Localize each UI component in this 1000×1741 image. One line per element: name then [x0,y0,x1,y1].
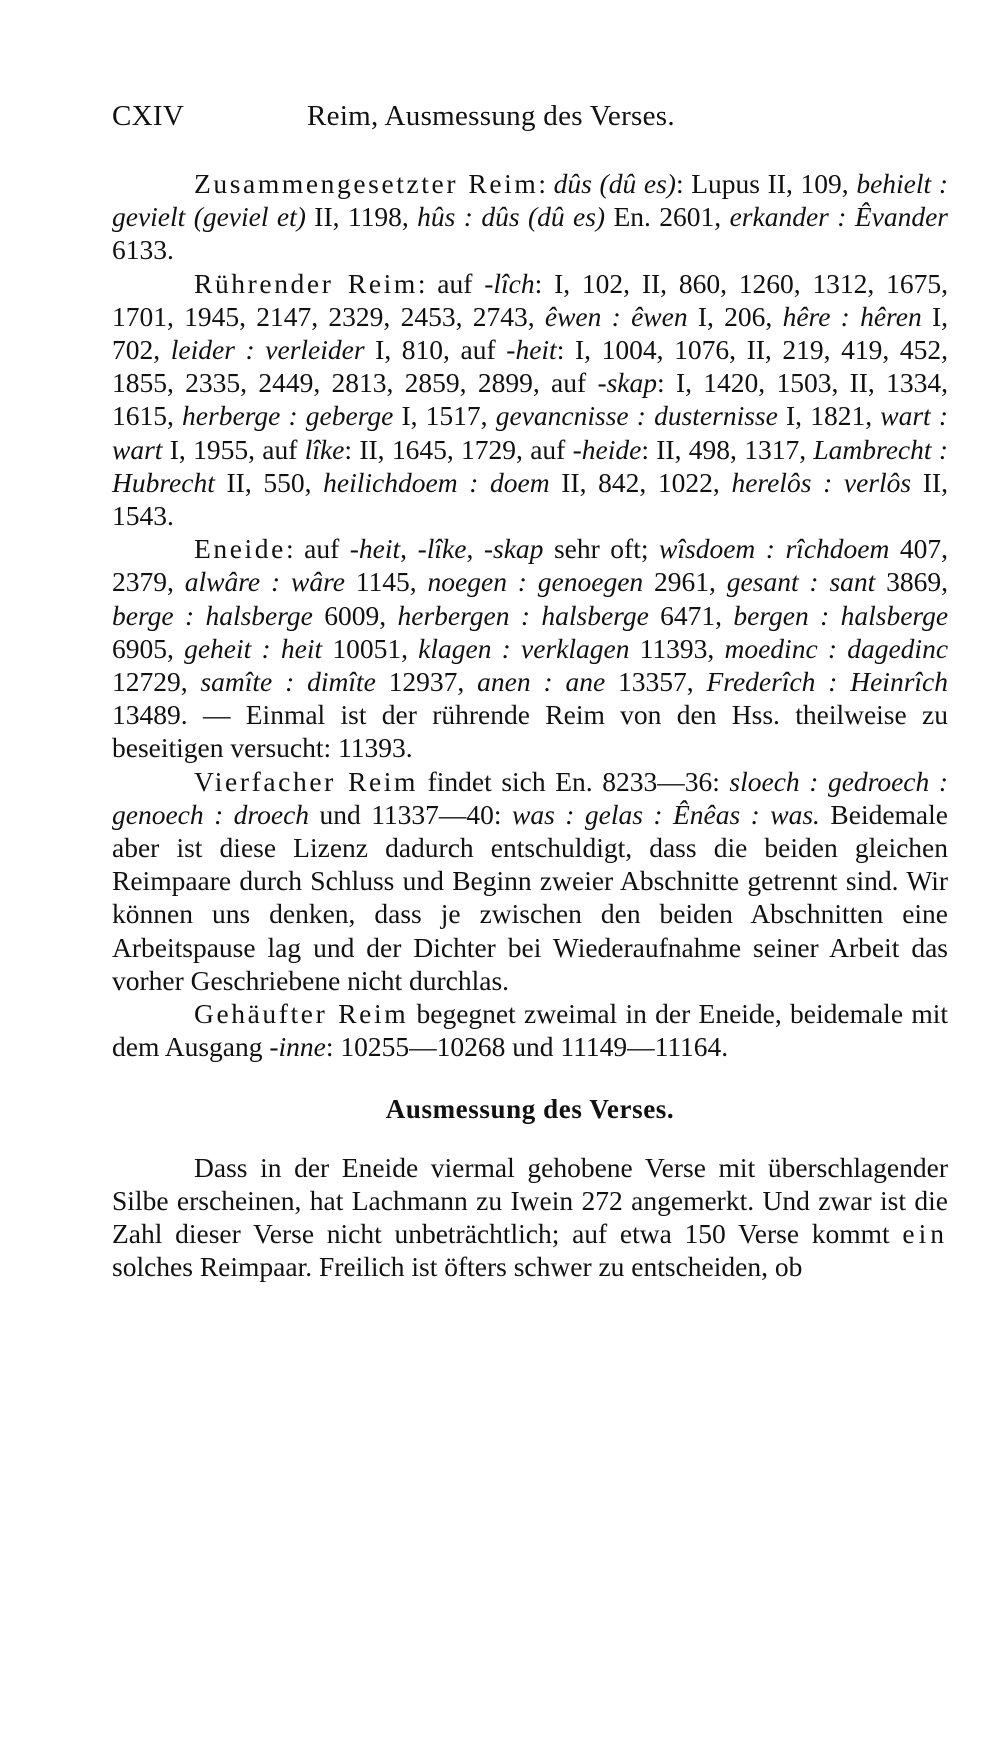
text-run: : I, 1420, 1503, II, 1334, 1615, [112,367,948,432]
rhyme-words: gesant : sant [726,566,876,598]
text-run: begegnet zweimal in der Eneide, beidemale mit dem Ausgang [112,998,948,1063]
rhyme-words: -heide [572,433,642,465]
running-title: Reim, Ausmessung des Verses. [307,100,675,132]
rhyme-words: klagen : verklagen [418,632,630,664]
rhyme-words: -lîke [417,533,467,565]
text-run: : auf [417,267,485,299]
rhyme-words: -heit [349,533,401,565]
rhyme-words: erkander : Êvander [729,201,948,233]
text-run: 13357, [605,666,707,698]
rhyme-words: alwâre : wâre [184,566,345,598]
rhyme-words: hûs : dûs (dû es) [417,201,606,233]
text-run: , [466,533,484,565]
text-run: 6133. [112,234,174,266]
text-run: Beidemale aber ist diese Lizenz dadurch entschuldigt, dass die beiden gleichen Reimpaare durch Schluss und Beginn zweier Abschnitte getrennt sind. Wir können uns denken, dass je zwischen den beiden Abschnitten eine Arbeitspause lag und der Dichter bei Wiederaufnahme seiner Arbeit das vorher Geschriebene nicht durchlas. [112,798,948,996]
rhyme-words: leider : verleider [170,334,365,366]
text-run: Dass in der Eneide viermal gehobene Verse mit überschlagender Silbe erscheinen, hat Lachmann zu Iwein 272 angemerkt. Und zwar ist die Zahl dieser Verse nicht unbeträchtlich; auf etwa 150 Verse kommt [112,1151,948,1250]
term-label: Gehäufter Reim [194,998,409,1030]
text-run: 407, 2379, [112,533,948,598]
rhyme-words: berge : halsberge [112,599,313,631]
running-head [112,100,948,133]
rhyme-words: wart : wart [112,400,949,465]
rhyme-words: dûs (dû es) [553,168,676,199]
text-run: II, 842, 1022, [549,466,732,498]
rhyme-words: noegen : genoegen [427,566,644,598]
text-run: II, 1543. [112,466,948,532]
text-run: 12937, [375,666,478,698]
text-run: 6905, [112,632,185,664]
text-run: I, 1517, [393,400,496,432]
text-run: I, 702, [112,300,949,366]
paragraph-eneide [112,532,948,764]
rhyme-words: hêre : hêren [782,300,922,332]
text-run: 12729, [112,666,201,698]
text-run: : II, 1645, 1729, auf [344,433,573,465]
text-run: II, 1198, [305,201,418,233]
emphasized-word: ein [902,1218,948,1250]
rhyme-words: lîke [304,433,345,465]
rhyme-words: herberge : geberge [182,400,394,432]
rhyme-words: Lambrecht : Hubrecht [112,433,948,498]
text-run: findet sich En. 8233—36: [418,765,730,797]
rhyme-words: Frederîch : Heinrîch [706,666,948,698]
text-run: 2961, [643,566,727,598]
rhyme-words: gevancnisse : dusternisse [495,400,778,432]
rhyme-words: samîte : dimîte [200,666,376,698]
rhyme-words: -inne [269,1031,326,1063]
text-run: : [538,168,554,199]
text-run: 13489. — Einmal ist der rührende Reim von den Hss. theilweise zu beseitigen versucht: 11393. [112,699,948,764]
paragraph-touching-rhyme [112,267,948,533]
paragraph-accumulated-rhyme [112,997,948,1063]
text-run: 10051, [322,632,419,664]
paragraph-fourfold-rhyme [112,765,948,997]
rhyme-words: -lîch [484,267,535,299]
section-heading: Ausmessung des Verses. [385,1094,675,1125]
text-run: , [400,533,418,565]
rhyme-words: heilichdoem : doem [323,466,550,498]
term-label: Zusammengesetzter Reim [194,168,539,199]
rhyme-words: was : gelas : Ênêas : was. [512,798,820,830]
text-run: : I, 1004, 1076, II, 219, 419, 452, 1855, 2335, 2449, 2813, 2859, 2899, auf [112,334,949,399]
text-run: solches Reimpaar. Freilich ist öfters schwer zu entscheiden, ob [112,1251,803,1283]
rhyme-words: herelôs : verlôs [731,466,912,498]
paragraph-verse-measure [112,1151,948,1284]
term-label: Eneide [194,533,286,565]
text-run: II, 550, [214,466,324,498]
text-run: 3869, [875,566,949,598]
rhyme-words: anen : ane [477,666,606,698]
text-run: : Lupus II, 109, [675,168,857,199]
term-label: Rührender Reim [194,267,418,299]
text-run: I, 1955, auf [162,433,305,465]
body-text [112,167,948,1284]
text-run: und 11337—40: [309,798,513,830]
text-run: 6471, [648,599,734,631]
text-run: sehr oft; [543,533,660,565]
rhyme-words: geheit : heit [184,632,323,664]
rhyme-words: êwen : êwen [544,300,688,332]
rhyme-words: -skap [483,533,544,565]
term-label: Vierfacher Reim [194,765,419,797]
page-number: CXIV [112,100,185,132]
rhyme-words: moedinc : dagedinc [724,632,949,664]
text-run: : auf [285,533,350,565]
text-run: : I, 102, II, 860, 1260, 1312, 1675, 1701, 1945, 2147, 2329, 2453, 2743, [112,267,948,332]
text-run: : 10255—10268 und 11149—11164. [325,1031,729,1063]
text-run: 6009, [312,599,398,631]
text-run: I, 206, [687,300,783,332]
rhyme-words: -heit [506,334,557,366]
rhyme-words: herbergen : halsberge [397,599,649,631]
text-run: 1145, [344,566,428,598]
rhyme-words: behielt : gevielt (geviel et) [112,168,948,233]
rhyme-words: -skap [597,367,658,399]
paragraph-compound-rhyme [112,167,948,267]
text-run: 11393, [629,632,725,664]
text-run: I, 1821, [777,400,881,432]
text-run: I, 810, auf [364,334,507,366]
rhyme-words: sloech : gedroech : genoech : droech [112,765,948,830]
rhyme-words: wîsdoem : rîchdoem [659,533,890,565]
rhyme-words: bergen : halsberge [733,599,949,631]
text-run: : II, 498, 1317, [641,433,814,465]
text-run: En. 2601, [605,201,730,233]
